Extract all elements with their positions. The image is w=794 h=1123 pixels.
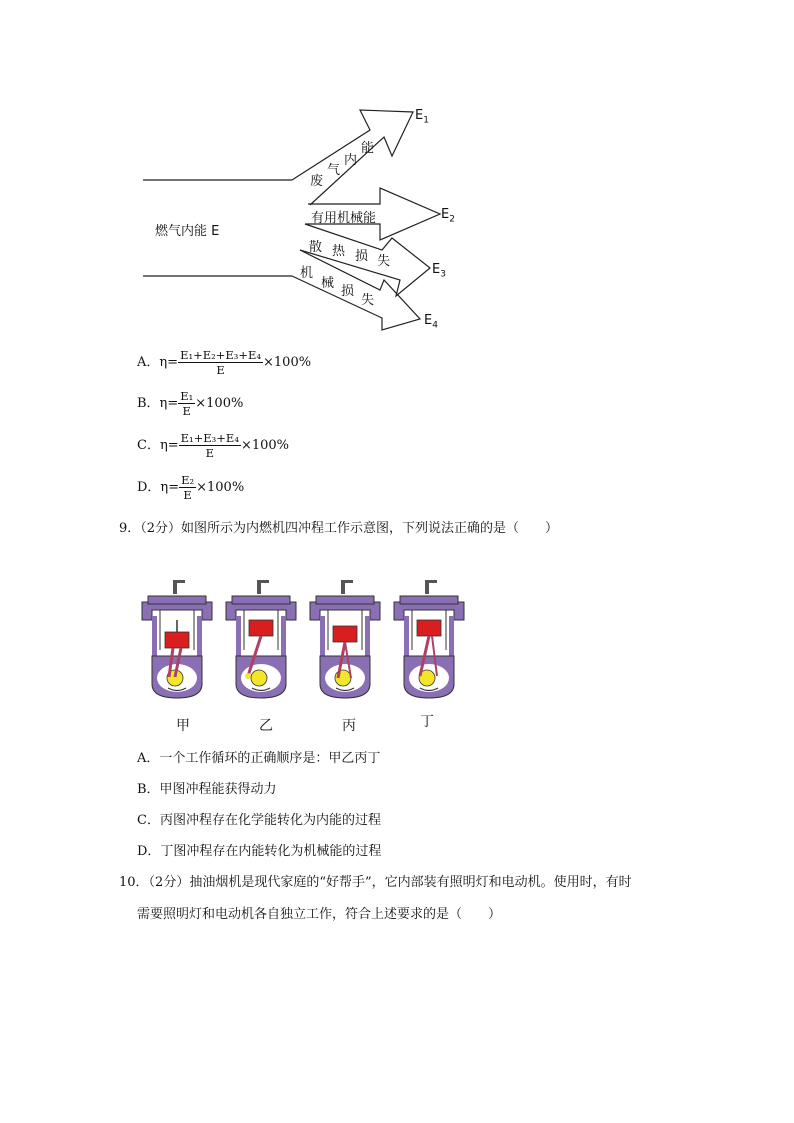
- q9-option-b: B．甲图冲程能获得动力: [137, 782, 277, 797]
- heat-loss-label-4: 失: [377, 254, 391, 269]
- heat-loss-label-2: 热: [332, 244, 346, 259]
- e2-label: $E_2$: [441, 207, 455, 225]
- e3-label: $E_3$: [432, 262, 446, 280]
- engine-label-ding: 丁: [420, 714, 434, 730]
- useful-label: 有用机械能: [311, 211, 377, 226]
- exhaust-label-4: 能: [361, 141, 375, 156]
- mech-loss-label-4: 失: [361, 293, 375, 308]
- q8-option-a: A．η= $\frac{\text{E₁+E₂+E₃+E₄}}{E}$ ×100%: [137, 348, 312, 377]
- engine-ding: [394, 580, 464, 698]
- q8-option-b: B．η= $\frac{\text{E₁}}{E}$ ×100%: [137, 389, 244, 418]
- q8-option-c: C．η= $\frac{\text{E₁+E₃+E₄}}{E}$ ×100%: [137, 431, 289, 460]
- q10-stem-line1: 10．（2分）抽油烟机是现代家庭的“好帮手”，它内部装有照明灯和电动机。使用时，有时: [119, 875, 632, 890]
- exhaust-label-2: 气: [327, 163, 341, 178]
- heat-loss-label-1: 散: [309, 240, 323, 255]
- engine-strokes-figure: [140, 580, 470, 705]
- exhaust-label-3: 内: [344, 153, 358, 168]
- mech-loss-label-3: 损: [341, 284, 355, 299]
- e4-label: $E_4$: [424, 313, 438, 331]
- engine-jia: [142, 580, 212, 698]
- engine-label-jia: 甲: [176, 718, 190, 734]
- q9-option-c: C．丙图冲程存在化学能转化为内能的过程: [137, 813, 381, 828]
- q9-option-d: D．丁图冲程存在内能转化为机械能的过程: [137, 844, 382, 859]
- mech-loss-label-2: 械: [321, 276, 335, 291]
- input-label: 燃气内能 E: [155, 224, 220, 239]
- engine-yi: [226, 580, 296, 698]
- exhaust-label-1: 废: [310, 174, 324, 189]
- q10-stem-line2: 需要照明灯和电动机各自独立工作，符合上述要求的是（ ）: [137, 907, 502, 922]
- engine-label-yi: 乙: [259, 718, 273, 734]
- engine-bing: [310, 580, 380, 698]
- q9-stem: 9．（2分）如图所示为内燃机四冲程工作示意图，下列说法正确的是（ ）: [119, 521, 559, 536]
- e1-label: $E_1$: [415, 108, 429, 126]
- q8-option-d: D．η= $\frac{\text{E₂}}{E}$ ×100%: [137, 473, 245, 502]
- q9-option-a: A．一个工作循环的正确顺序是：甲乙丙丁: [137, 751, 381, 766]
- engine-label-bing: 丙: [342, 718, 356, 734]
- heat-loss-label-3: 损: [355, 249, 369, 264]
- mech-loss-label-1: 机: [300, 266, 314, 281]
